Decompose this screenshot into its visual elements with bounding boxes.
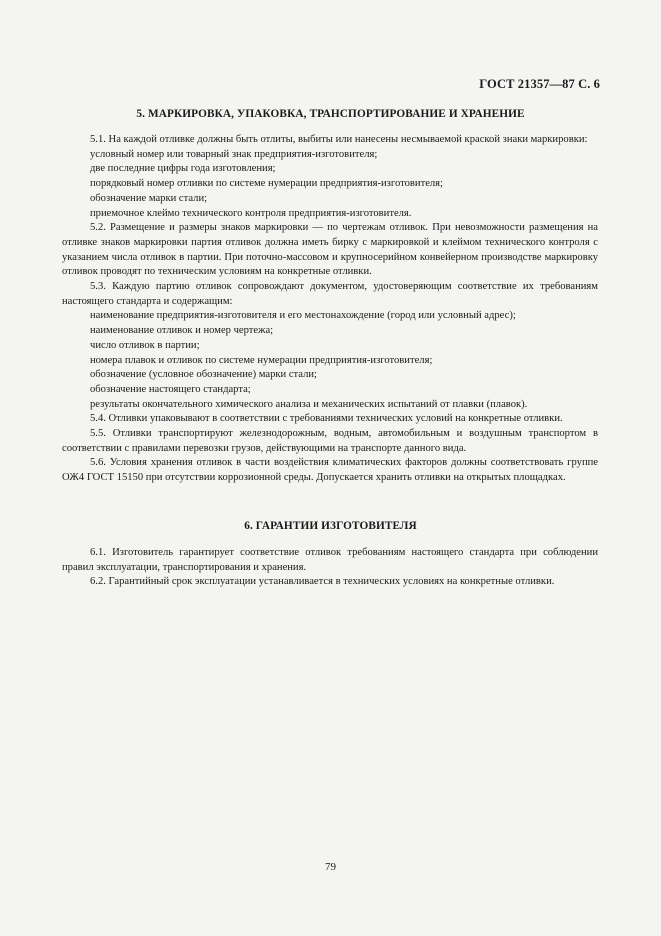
paragraph-5-3: 5.3. Каждую партию отливок сопровождают документом, удостоверяющим соответствие их требованиям настоящего стандарта и содержащим: [62, 281, 598, 307]
document-header: ГОСТ 21357—87 С. 6 [479, 77, 600, 91]
paragraph-5-2: 5.2. Размещение и размеры знаков маркировки — по чертежам отливок. При невозможности размещения на отливке знаков маркировки партия отливок должна иметь бирку с маркировкой и клеймом технического контроля с указанием числа отливок в партии. При поточно-массовом и крупносерийном конвейерном производстве маркировку отливок проводят по техническим условиям на конкретные отливки. [62, 222, 598, 278]
list-item: условный номер или товарный знак предприятия-изготовителя; [90, 148, 378, 160]
section-5-title: 5. МАРКИРОВКА, УПАКОВКА, ТРАНСПОРТИРОВАНИЕ И ХРАНЕНИЕ [136, 108, 525, 120]
list-item: обозначение настоящего стандарта; [90, 383, 251, 395]
list-item: порядковый номер отливки по системе нумерации предприятия-изготовителя; [90, 178, 444, 190]
list-item: обозначение марки стали; [90, 192, 208, 204]
list-item: результаты окончательного химического анализа и механических испытаний от плавки (плавок). [90, 398, 528, 410]
list-item: номера плавок и отливок по системе нумерации предприятия-изготовителя; [90, 354, 433, 366]
list-item: приемочное клеймо технического контроля предприятия-изготовителя. [90, 207, 412, 219]
paragraph-6-1: 6.1. Изготовитель гарантирует соответствие отливок требованиям настоящего стандарта при соблюдении правил эксплуатации, транспортирования и хранения. [62, 547, 598, 573]
list-item: наименование отливок и номер чертежа; [90, 325, 274, 337]
paragraph-5-5: 5.5. Отливки транспортируют железнодорожным, водным, автомобильным и воздушным транспортом в соответствии с правилами перевозки грузов, действующими на транспорте данного вида. [62, 428, 598, 454]
section-5-body [62, 133, 598, 486]
section-6-title: 6. ГАРАНТИИ ИЗГОТОВИТЕЛЯ [244, 520, 417, 532]
paragraph-6-2: 6.2. Гарантийный срок эксплуатации устанавливается в технических условиях на конкретные отливки. [90, 576, 555, 588]
list-item: число отливок в партии; [90, 339, 200, 351]
list-item: обозначение (условное обозначение) марки стали; [90, 369, 318, 381]
paragraph-5-4: 5.4. Отливки упаковывают в соответствии с требованиями технических условий на конкретные отливки. [90, 413, 563, 425]
list-item: две последние цифры года изготовления; [90, 163, 276, 175]
paragraph-5-6: 5.6. Условия хранения отливок в части воздействия климатических факторов должны соответствовать группе ОЖ4 ГОСТ 15150 при отсутствии коррозионной среды. Допускается хранить отливки на открытых площадках. [62, 457, 598, 484]
page-number: 79 [325, 861, 336, 873]
section-6-body [62, 546, 598, 590]
list-item: наименование предприятия-изготовителя и его местонахождение (город или условный адрес); [90, 310, 516, 322]
paragraph-5-1: 5.1. На каждой отливке должны быть отлиты, выбиты или нанесены несмываемой краской знаки маркировки: [90, 134, 588, 145]
